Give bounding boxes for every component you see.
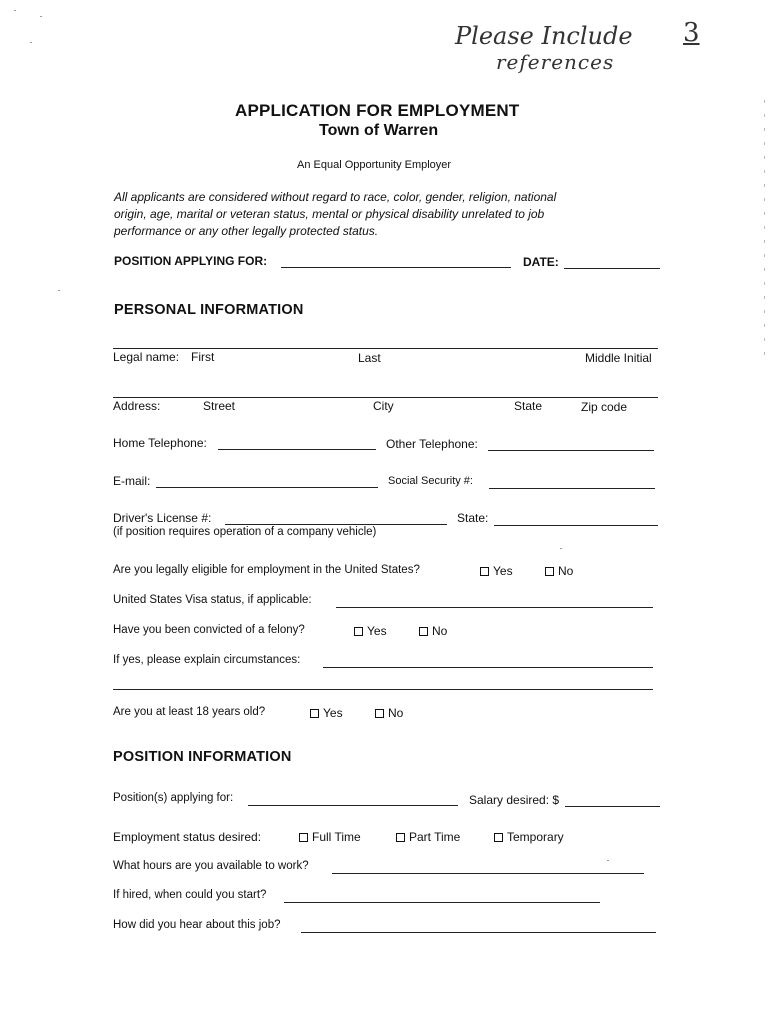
full-time-option[interactable]: [299, 830, 361, 844]
yes-label: Yes: [493, 564, 513, 578]
explain-label: If yes, please explain circumstances:: [113, 654, 301, 666]
middle-initial-caption: Middle Initial: [585, 351, 652, 365]
eligibility-yes-checkbox[interactable]: [480, 567, 489, 576]
dl-note: (if position requires operation of a company vehicle): [113, 526, 377, 538]
age-question: Are you at least 18 years old?: [113, 706, 266, 718]
personal-info-heading: PERSONAL INFORMATION: [114, 302, 304, 318]
other-phone-label: Other Telephone:: [386, 437, 478, 451]
home-phone-field[interactable]: [218, 449, 376, 450]
scan-speck: [58, 290, 60, 291]
zip-caption: Zip code: [581, 400, 628, 414]
state-caption: State: [514, 399, 543, 413]
home-phone-label: Home Telephone:: [113, 436, 207, 450]
salary-field[interactable]: [565, 806, 660, 807]
eligibility-question: Are you legally eligible for employment in the United States?: [113, 564, 420, 576]
scan-speck: [607, 860, 609, 861]
visa-label: United States Visa status, if applicable:: [113, 594, 312, 606]
age-yes-checkbox[interactable]: [310, 709, 319, 718]
position-applying-field[interactable]: [281, 267, 511, 268]
positions-field[interactable]: [248, 805, 458, 806]
other-phone-field[interactable]: [488, 450, 654, 451]
scan-margin-dots: [764, 100, 765, 360]
part-time-label: Part Time: [409, 830, 461, 844]
felony-question: Have you been convicted of a felony?: [113, 624, 305, 636]
policy-line-3: performance or any other legally protected status.: [114, 224, 379, 238]
employment-status-label: Employment status desired:: [113, 830, 262, 844]
eligibility-yes-option[interactable]: [480, 564, 513, 578]
full-time-checkbox[interactable]: [299, 833, 308, 842]
felony-no-checkbox[interactable]: [419, 627, 428, 636]
hours-field[interactable]: [332, 873, 644, 874]
start-question: If hired, when could you start?: [113, 889, 267, 901]
policy-line-1: All applicants are considered without regard to race, color, gender, religion, national: [114, 190, 557, 204]
dl-state-label: State:: [457, 511, 489, 525]
hear-question: How did you hear about this job?: [113, 919, 281, 931]
positions-label: Position(s) applying for:: [113, 792, 234, 804]
city-caption: City: [373, 399, 394, 413]
handwritten-corner-mark: 3: [683, 18, 700, 48]
policy-line-2: origin, age, marital or veteran status, mental or physical disability unrelated to job: [114, 207, 545, 221]
scan-speck: [560, 548, 562, 549]
date-label: DATE:: [523, 255, 559, 269]
age-yes-option[interactable]: [310, 706, 343, 720]
address-field[interactable]: [113, 397, 658, 398]
email-field[interactable]: [156, 487, 378, 488]
yes-label: Yes: [367, 624, 387, 638]
hear-field[interactable]: [301, 932, 656, 933]
felony-yes-checkbox[interactable]: [354, 627, 363, 636]
no-label: No: [558, 564, 574, 578]
eligibility-no-option[interactable]: [545, 564, 573, 578]
page-title: APPLICATION FOR EMPLOYMENT: [235, 101, 520, 120]
salary-label: Salary desired: $: [469, 793, 560, 807]
temporary-option[interactable]: [494, 830, 564, 844]
eeo-statement: An Equal Opportunity Employer: [297, 159, 452, 171]
felony-no-option[interactable]: [419, 624, 447, 638]
ssn-field[interactable]: [489, 488, 655, 489]
legal-name-label: Legal name:: [113, 350, 180, 364]
part-time-option[interactable]: [396, 830, 460, 844]
position-info-heading: POSITION INFORMATION: [113, 749, 292, 765]
eligibility-no-checkbox[interactable]: [545, 567, 554, 576]
drivers-license-field[interactable]: [225, 524, 447, 525]
temporary-label: Temporary: [507, 830, 564, 844]
page-subtitle: Town of Warren: [319, 122, 439, 139]
hours-question: What hours are you available to work?: [113, 860, 309, 872]
scan-speck: [14, 10, 16, 11]
dl-state-field[interactable]: [494, 525, 658, 526]
explain-field[interactable]: [323, 667, 653, 668]
no-label: No: [432, 624, 448, 638]
yes-label: Yes: [323, 706, 343, 720]
address-label: Address:: [113, 399, 161, 413]
scan-speck: [30, 42, 32, 43]
handwritten-note-line1: Please Include: [455, 22, 633, 50]
last-name-caption: Last: [358, 351, 381, 365]
street-caption: Street: [203, 399, 236, 413]
handwritten-note-line2: references: [496, 50, 615, 74]
felony-yes-option[interactable]: [354, 624, 387, 638]
no-label: No: [388, 706, 404, 720]
start-field[interactable]: [284, 902, 600, 903]
legal-name-field[interactable]: [113, 348, 658, 349]
date-field[interactable]: [564, 268, 660, 269]
drivers-license-label: Driver's License #:: [113, 511, 212, 525]
first-name-caption: First: [191, 350, 215, 364]
part-time-checkbox[interactable]: [396, 833, 405, 842]
age-no-option[interactable]: [375, 706, 403, 720]
explain-field-continued[interactable]: [113, 689, 653, 690]
position-applying-label: POSITION APPLYING FOR:: [114, 254, 268, 268]
temporary-checkbox[interactable]: [494, 833, 503, 842]
scan-speck: [40, 16, 42, 17]
visa-field[interactable]: [336, 607, 653, 608]
full-time-label: Full Time: [312, 830, 361, 844]
email-label: E-mail:: [113, 474, 151, 488]
age-no-checkbox[interactable]: [375, 709, 384, 718]
ssn-label: Social Security #:: [388, 475, 473, 487]
